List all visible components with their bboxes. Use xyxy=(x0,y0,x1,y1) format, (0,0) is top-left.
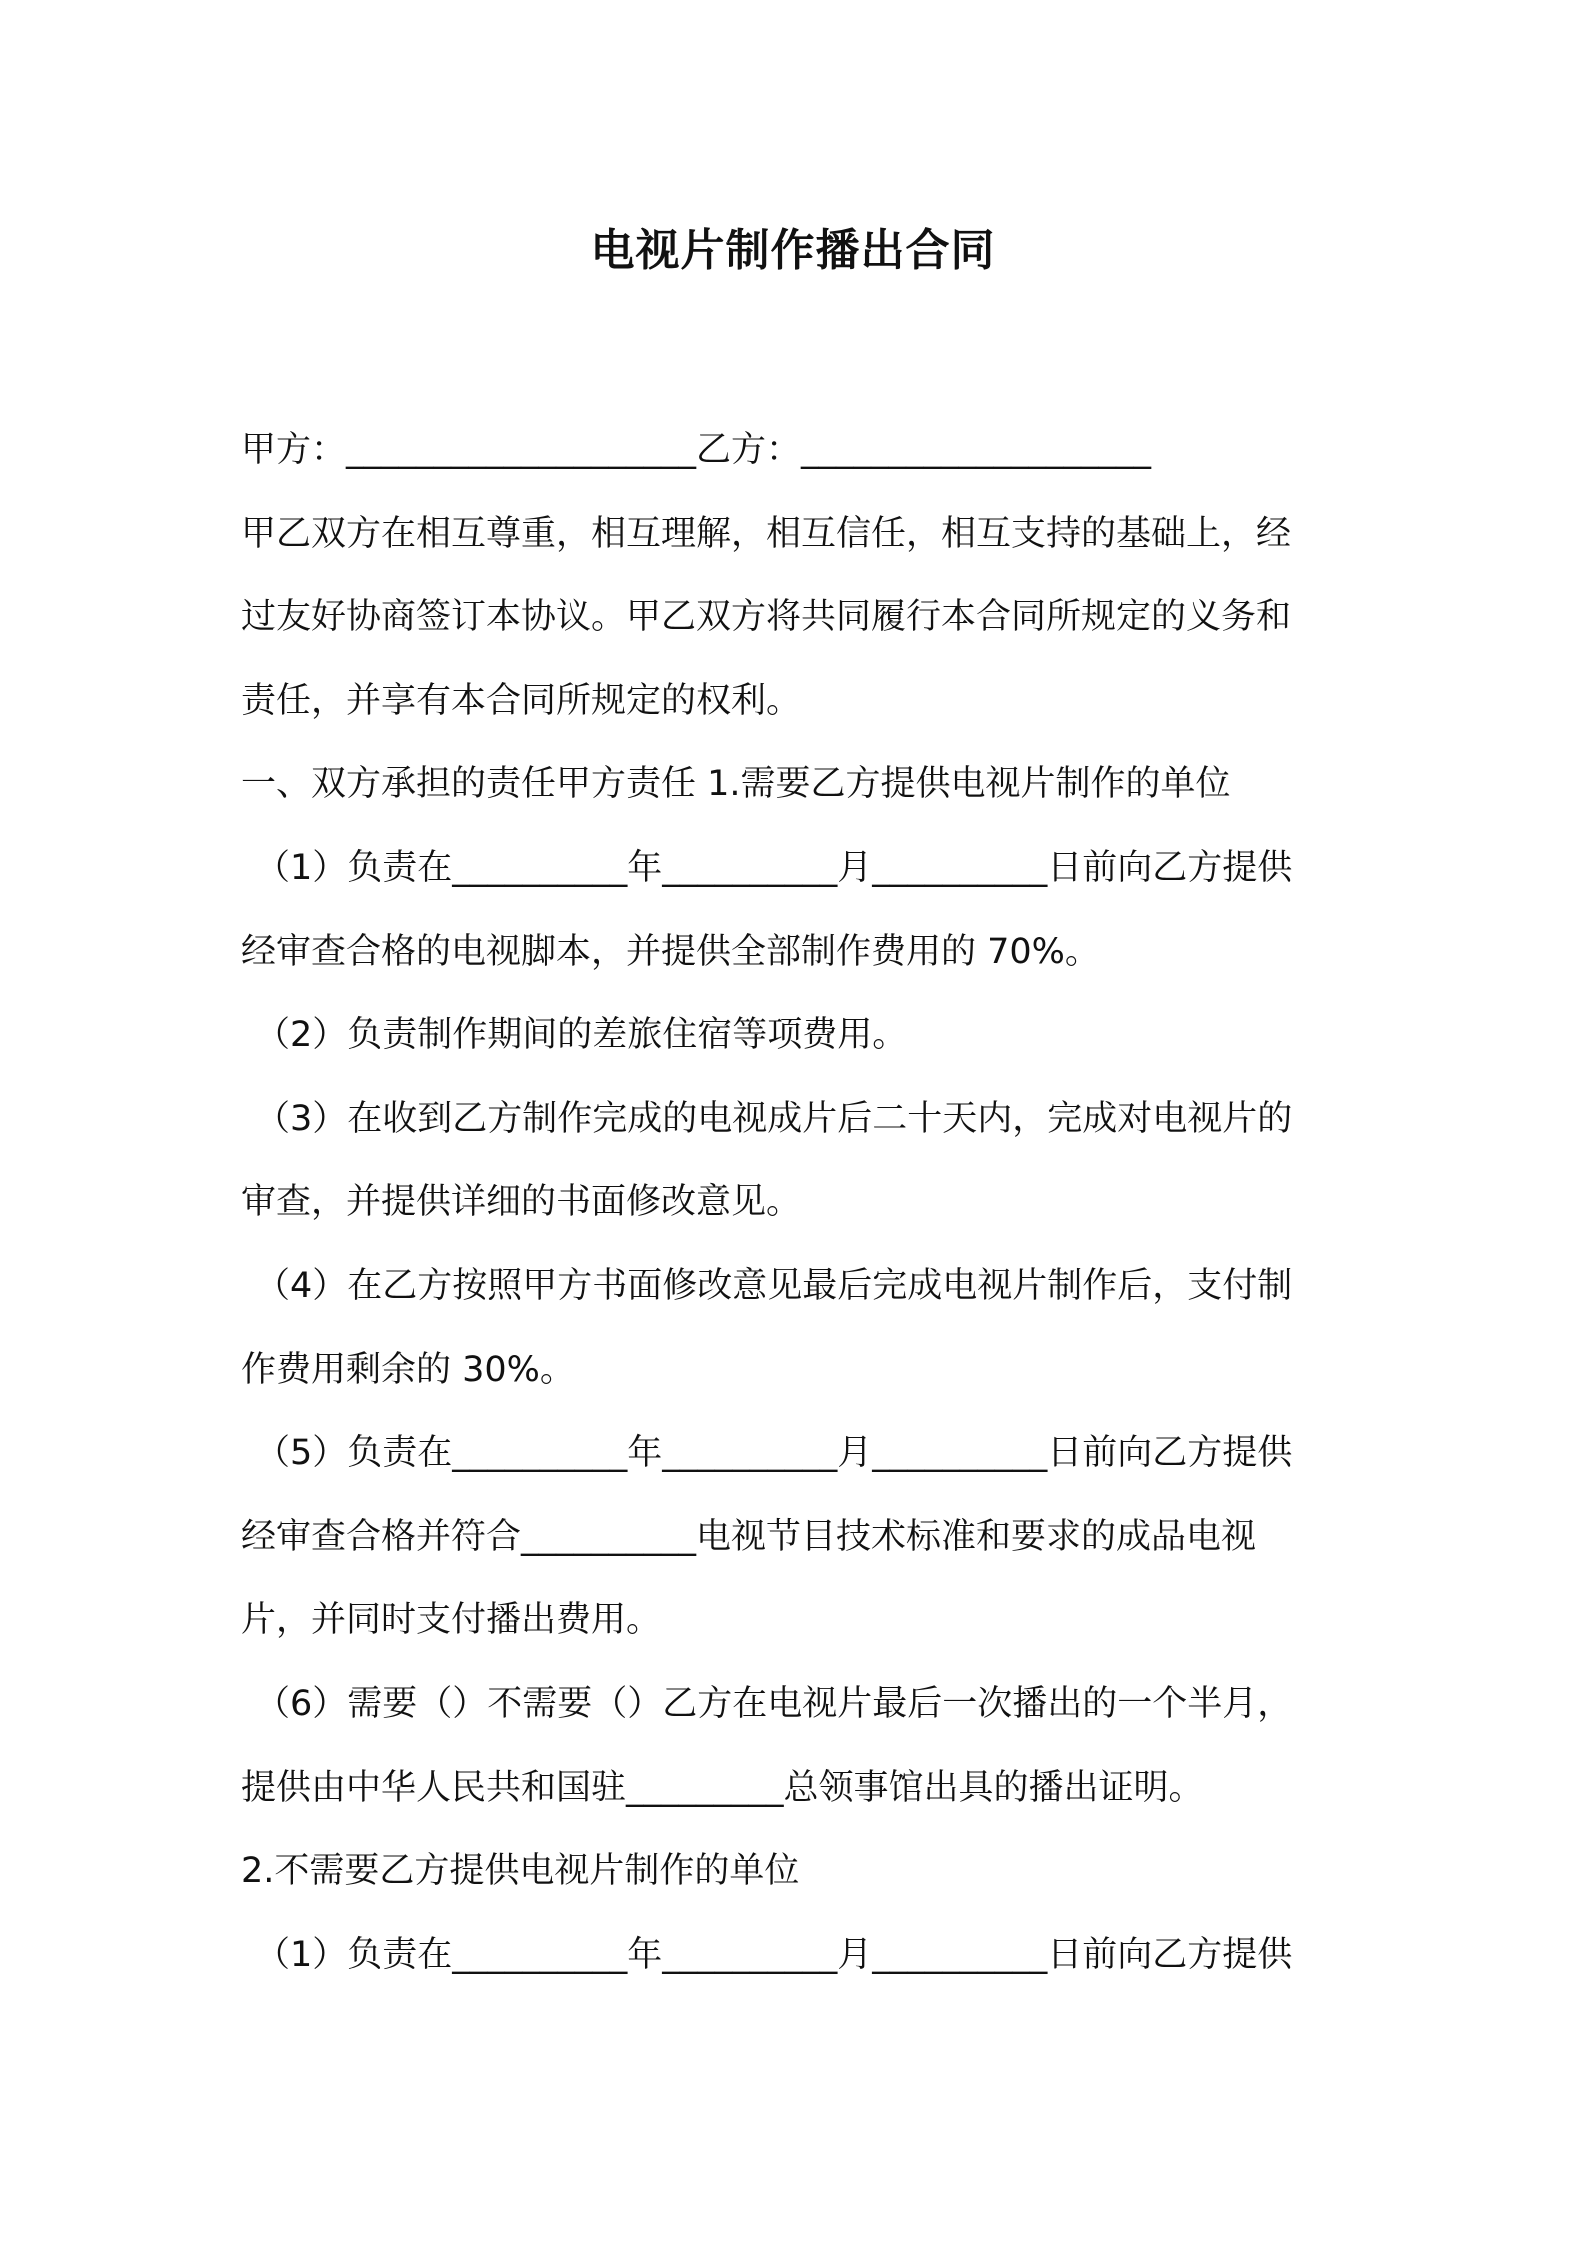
clause-1-4-line-2: 作费用剩余的 30%。 xyxy=(241,1349,575,1390)
document-title: 电视片制作播出合同 xyxy=(590,225,996,276)
clause-1-6-line-1: （6）需要（）不需要（）乙方在电视片最后一次播出的一个半月， xyxy=(255,1683,1293,1724)
preamble-line-3: 责任，并享有本合同所规定的权利。 xyxy=(241,680,802,721)
clause-1-3-line-2: 审查，并提供详细的书面修改意见。 xyxy=(241,1182,802,1223)
section-heading-2: 2.不需要乙方提供电视片制作的单位 xyxy=(241,1851,800,1892)
clause-1-6-line-2: 提供由中华人民共和国驻_________总领事馆出具的播出证明。 xyxy=(241,1767,1204,1808)
preamble-line-1: 甲乙双方在相互尊重，相互理解，相互信任，相互支持的基础上，经 xyxy=(241,513,1292,554)
clause-1-2: （2）负责制作期间的差旅住宿等项费用。 xyxy=(255,1015,908,1056)
parties-line: 甲方：____________________乙方：____________________ xyxy=(241,430,1152,470)
clause-2-1-line-1: （1）负责在__________年__________月__________日前向乙方提供 xyxy=(255,1934,1293,1975)
clause-1-3-line-1: （3）在收到乙方制作完成的电视成片后二十天内，完成对电视片的 xyxy=(255,1098,1293,1139)
clause-1-1-line-2: 经审查合格的电视脚本，并提供全部制作费用的 70%。 xyxy=(241,931,1100,972)
contract-body xyxy=(241,408,1351,1996)
clause-1-4-line-1: （4）在乙方按照甲方书面修改意见最后完成电视片制作后，支付制 xyxy=(255,1265,1293,1306)
clause-1-1-line-1: （1）负责在__________年__________月__________日前向乙方提供 xyxy=(255,847,1293,888)
section-heading-1: 一、双方承担的责任甲方责任 1.需要乙方提供电视片制作的单位 xyxy=(241,764,1231,805)
preamble-line-2: 过友好协商签订本协议。甲乙双方将共同履行本合同所规定的义务和 xyxy=(241,597,1292,638)
clause-1-5-line-2: 经审查合格并符合__________电视节目技术标准和要求的成品电视 xyxy=(241,1516,1257,1557)
clause-1-5-line-3: 片，并同时支付播出费用。 xyxy=(241,1600,662,1641)
clause-1-5-line-1: （5）负责在__________年__________月__________日前向乙方提供 xyxy=(255,1433,1293,1474)
